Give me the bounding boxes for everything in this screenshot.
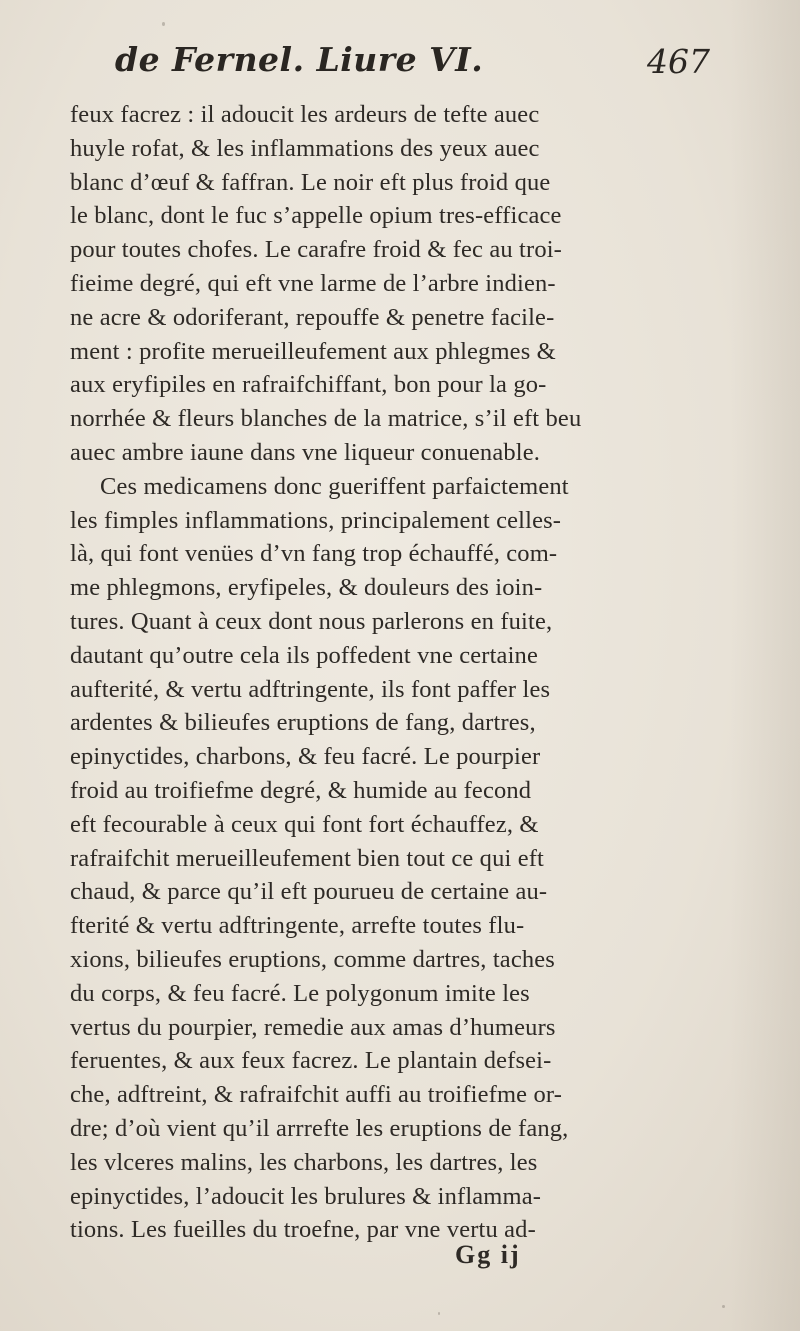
text-line: le blanc, dont le fuc s’appelle opium tres-efficace: [70, 202, 562, 230]
body-text: [70, 98, 770, 1247]
text-line: dre; d’où vient qu’il arrrefte les eruptions de fang,: [70, 1114, 569, 1142]
ink-speck: [438, 1312, 440, 1315]
text-line: epinyctides, charbons, & feu facré. Le pourpier: [70, 743, 541, 771]
text-line: feux facrez : il adoucit les ardeurs de tefte auec: [70, 101, 540, 128]
text-line: xions, bilieufes eruptions, comme dartres, taches: [70, 945, 555, 973]
text-line: tions. Les fueilles du troefne, par vne vertu ad-: [70, 1216, 536, 1244]
running-title: de Fernel. Liure VI.: [115, 40, 484, 79]
page-header: [115, 40, 755, 100]
text-line: ardentes & bilieufes eruptions de fang, dartres,: [70, 709, 536, 737]
text-line: aufterité, & vertu adftringente, ils font paffer les: [70, 675, 551, 703]
text-line: epinyctides, l’adoucit les brulures & inflamma-: [70, 1182, 542, 1210]
text-line: rafraifchit merueilleufement bien tout ce qui eft: [70, 844, 544, 872]
text-line: vertus du pourpier, remedie aux amas d’humeurs: [70, 1013, 556, 1041]
text-line: pour toutes chofes. Le carafre froid & fec au troi-: [70, 236, 562, 264]
text-line: blanc d’œuf & faffran. Le noir eft plus froid que: [70, 168, 551, 196]
text-line: aux eryfipiles en rafraifchiffant, bon pour la go-: [70, 371, 547, 399]
text-line: feruentes, & aux feux facrez. Le plantain defsei-: [70, 1047, 552, 1075]
text-line: ment : profite merueilleufement aux phlegmes &: [70, 337, 556, 365]
text-line: dautant qu’outre cela ils poffedent vne certaine: [70, 641, 538, 669]
text-line: norrhée & fleurs blanches de la matrice, s’il eft beu: [70, 405, 582, 433]
text-line: là, qui font venües d’vn fang trop échauffé, com-: [70, 540, 558, 568]
text-line: fterité & vertu adftringente, arrefte toutes flu-: [70, 912, 525, 940]
text-line: auec ambre iaune dans vne liqueur conuenable.: [70, 438, 541, 466]
text-line: huyle rofat, & les inflammations des yeux auec: [70, 134, 540, 162]
text-line: tures. Quant à ceux dont nous parlerons en fuite,: [70, 607, 553, 635]
text-line: du corps, & feu facré. Le polygonum imite les: [70, 979, 530, 1007]
signature-mark: Gg ij: [455, 1240, 521, 1269]
text-line: chaud, & parce qu’il eft pourueu de certaine au-: [70, 878, 548, 906]
text-line: che, adftreint, & rafraifchit auffi au troifiefme or-: [70, 1081, 563, 1109]
text-line: fieime degré, qui eft vne larme de l’arbre indien-: [70, 269, 556, 297]
text-line: les fimples inflammations, principalement celles-: [70, 506, 562, 534]
text-line: froid au troifiefme degré, & humide au fecond: [70, 776, 532, 804]
ink-speck: [722, 1305, 725, 1308]
text-line: ne acre & odoriferant, repouffe & penetre facile-: [70, 303, 555, 331]
text-line: eft fecourable à ceux qui font fort échauffez, &: [70, 810, 539, 838]
ink-speck: [162, 22, 165, 26]
text-line: les vlceres malins, les charbons, les dartres, les: [70, 1148, 538, 1176]
text-line: me phlegmons, eryfipeles, & douleurs des ioin-: [70, 574, 543, 602]
page-number: 467: [647, 42, 710, 81]
text-line: Ces medicamens donc gueriffent parfaictement: [100, 472, 569, 500]
